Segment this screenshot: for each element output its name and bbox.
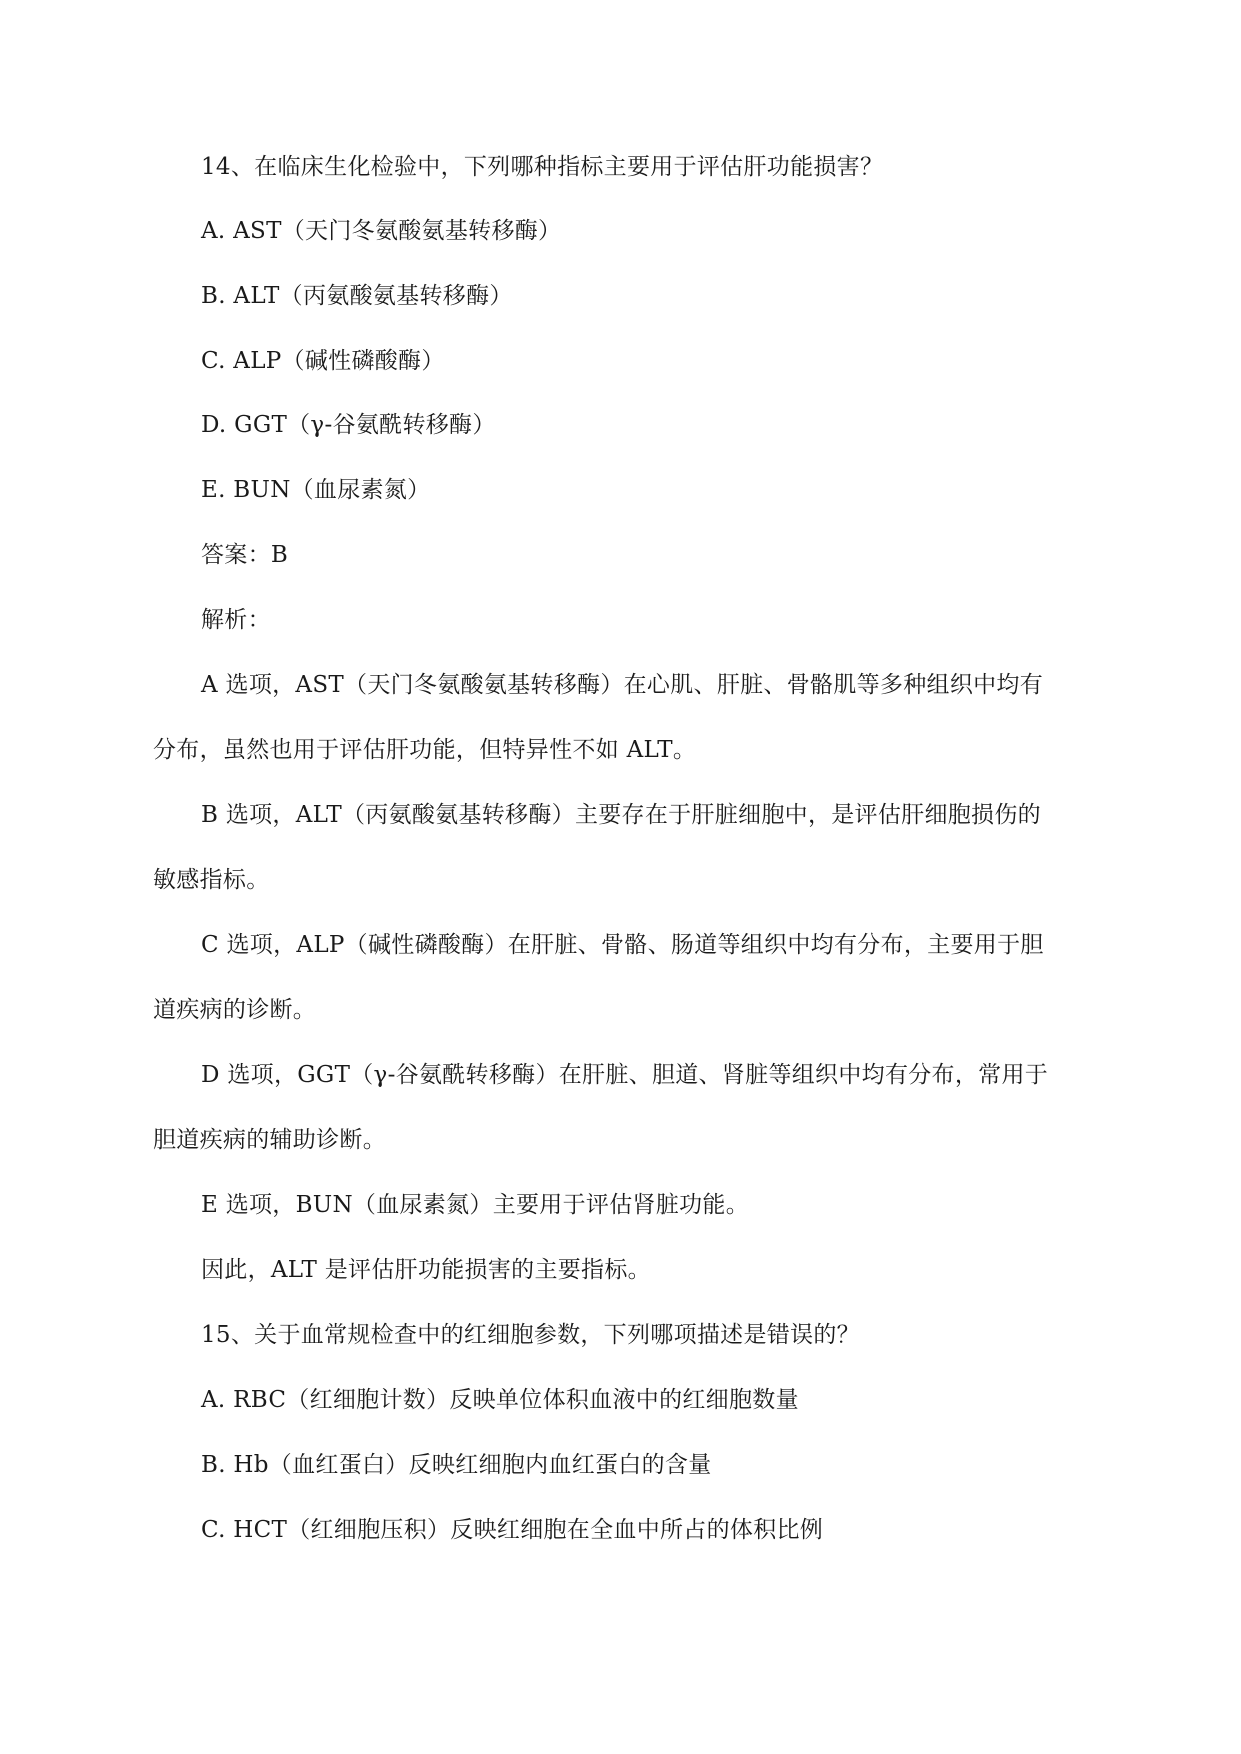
analysis-d-line-1: D 选项，GGT（γ-谷氨酰转移酶）在肝脏、胆道、肾脏等组织中均有分布，常用于 (201, 1062, 1049, 1088)
analysis-a-line-2: 分布，虽然也用于评估肝功能，但特异性不如 ALT。 (153, 737, 697, 763)
analysis-b-line-2: 敏感指标。 (153, 867, 270, 893)
analysis-c-line-1: C 选项，ALP（碱性磷酸酶）在肝脏、骨骼、肠道等组织中均有分布，主要用于胆 (201, 932, 1044, 958)
q14-option-e: E. BUN（血尿素氮） (201, 477, 431, 503)
analysis-d-line-2: 胆道疾病的辅助诊断。 (153, 1127, 386, 1153)
q14-option-b: B. ALT（丙氨酸氨基转移酶） (201, 283, 513, 309)
q15-option-b: B. Hb（血红蛋白）反映红细胞内血红蛋白的含量 (201, 1452, 712, 1478)
q14-option-c: C. ALP（碱性磷酸酶） (201, 348, 445, 374)
q15-option-c: C. HCT（红细胞压积）反映红细胞在全血中所占的体积比例 (201, 1517, 824, 1543)
q14-option-a: A. AST（天门冬氨酸氨基转移酶） (201, 218, 562, 244)
analysis-a-line-1: A 选项，AST（天门冬氨酸氨基转移酶）在心肌、肝脏、骨骼肌等多种组织中均有 (201, 672, 1044, 698)
q14-option-d: D. GGT（γ-谷氨酰转移酶） (201, 412, 496, 438)
analysis-b-line-1: B 选项，ALT（丙氨酸氨基转移酶）主要存在于肝脏细胞中，是评估肝细胞损伤的 (201, 802, 1041, 828)
q15-option-a: A. RBC（红细胞计数）反映单位体积血液中的红细胞数量 (201, 1387, 799, 1413)
q14-analysis-label: 解析： (201, 607, 271, 633)
analysis-e-line-1: E 选项，BUN（血尿素氮）主要用于评估肾脏功能。 (201, 1192, 750, 1218)
question-15: 15、关于血常规检查中的红细胞参数，下列哪项描述是错误的？ (201, 1322, 860, 1348)
q14-answer: 答案：B (201, 542, 289, 568)
analysis-c-line-2: 道疾病的诊断。 (153, 997, 317, 1023)
q14-conclusion: 因此，ALT 是评估肝功能损害的主要指标。 (201, 1257, 651, 1283)
question-14: 14、在临床生化检验中，下列哪种指标主要用于评估肝功能损害？ (201, 154, 884, 180)
